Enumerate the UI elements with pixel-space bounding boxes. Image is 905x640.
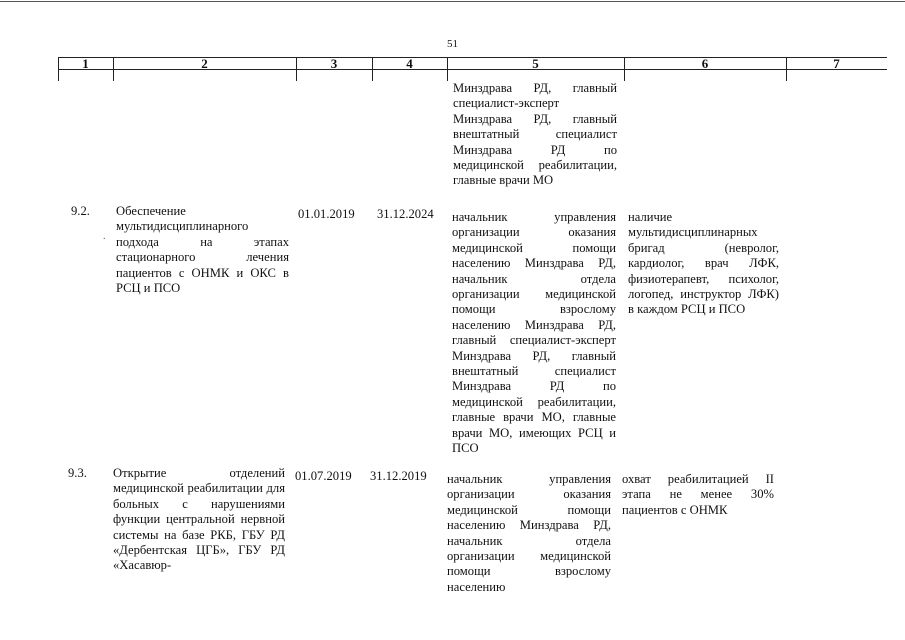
responsible-persons: начальник управления организации оказания медицинской помощи населению Минздрава РД, начальник отдела организации медицинской помощи взрослому населению bbox=[447, 472, 611, 594]
scan-speck: . bbox=[103, 231, 106, 242]
column-header-6: 6 bbox=[701, 56, 709, 71]
row-number: 9.2. bbox=[71, 204, 90, 218]
column-header-4: 4 bbox=[406, 56, 413, 71]
scan-top-edge bbox=[0, 1, 905, 2]
end-date: 31.12.2019 bbox=[370, 469, 427, 483]
column-header-7: 7 bbox=[833, 56, 840, 71]
column-header-2: 2 bbox=[201, 56, 208, 71]
start-date: 01.07.2019 bbox=[295, 469, 352, 483]
expected-result: охват реабилитацией II этапа не менее 30% пациентов с ОНМК bbox=[622, 472, 774, 517]
column-header-5: 5 bbox=[532, 56, 539, 71]
end-date: 31.12.2024 bbox=[377, 207, 434, 221]
responsible-persons: начальник управления организации оказания медицинской помощи населению Минздрава РД, начальник отдела организации медицинской помощи взрослому населению Минздрава РД, главный специалист-эксперт Минздрава РД, главный внештатный специалист Минздрава РД по медицинской реабилитации, главные врачи МО, главные врачи МО, имеющих РСЦ и ПСО bbox=[452, 210, 616, 456]
column-header-3: 3 bbox=[330, 56, 338, 71]
measure-title: Обеспечение мультидисциплинарного подхода на этапах стационарного лечения пациентов с ОНМК и ОКС в РСЦ и ПСО bbox=[116, 204, 289, 296]
expected-result: наличие мультидисциплинарных бригад (невролог, кардиолог, врач ЛФК, физиотерапевт, психолог, логопед, инструктор ЛФК) в каждом РСЦ и ПСО bbox=[628, 210, 779, 317]
page-number: 51 bbox=[447, 38, 458, 50]
continued-responsible-text: Минздрава РД, главный специалист-эксперт Минздрава РД, главный внештатный специалист Минздрава РД по медицинской реабилитации, главные врачи МО bbox=[453, 81, 617, 188]
column-header-1: 1 bbox=[82, 56, 89, 71]
start-date: 01.01.2019 bbox=[298, 207, 355, 221]
row-number: 9.3. bbox=[68, 466, 87, 480]
measure-title: Открытие отделений медицинской реабилитации для больных с нарушениями функции центральной нервной системы на базе РКБ, ГБУ РД «Дербентская ЦГБ», ГБУ РД «Хасавюр- bbox=[113, 466, 285, 573]
